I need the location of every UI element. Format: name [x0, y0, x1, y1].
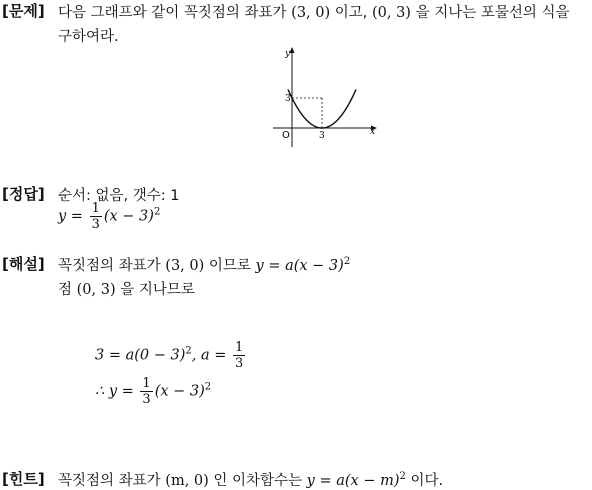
hint-text-1: 꼭짓점의 좌표가: [58, 473, 166, 489]
solution-eq1-fraction: [233, 341, 245, 370]
y-axis-label: y: [285, 49, 291, 59]
answer-line-1: 순서: 없음, 갯수: 1: [58, 188, 180, 204]
problem-point: (0, 3): [371, 5, 411, 21]
solution-eq2-left: ∴ y =: [95, 383, 139, 400]
answer-fraction: [90, 202, 102, 231]
solution-eq2-num: 1: [142, 376, 151, 391]
answer-frac-num: 1: [91, 201, 100, 216]
solution-l1-exp: 2: [343, 256, 351, 267]
solution-l2-text2: 을 지나므로: [115, 282, 195, 298]
y-tick-label: 3: [285, 94, 291, 104]
solution-eq1-num: 1: [234, 340, 244, 355]
problem-line-2: 구하여라.: [58, 29, 119, 45]
hint-form: y = a(x − m): [306, 473, 400, 489]
hint-text-2: 인 이차함수는: [208, 473, 307, 489]
answer-exp: 2: [153, 206, 161, 218]
solution-l1-vertex: (3, 0): [165, 258, 205, 274]
solution-eq1-exp: 2: [185, 345, 192, 357]
hint-tag: [힌트]: [2, 470, 45, 488]
solution-l2-text: 점: [58, 282, 77, 298]
solution-l1-text2: 이므로: [204, 258, 256, 274]
solution-line-2: [58, 278, 195, 299]
solution-l1-form: y = a(x − 3): [255, 258, 344, 274]
parabola-graph: [268, 46, 380, 148]
solution-eq2-fraction: [140, 377, 152, 406]
problem-line-1: [58, 1, 569, 22]
answer-tag: [정답]: [2, 185, 45, 203]
answer-frac-den: 3: [91, 217, 100, 232]
solution-eq-2: [95, 377, 211, 406]
problem-text-after: 을 지나는 포물선의 식을: [410, 5, 570, 21]
solution-tag: [해설]: [2, 255, 45, 273]
x-tick-label: 3: [319, 131, 325, 141]
solution-eq2-den: 3: [142, 392, 151, 407]
answer-expr: (x − 3): [103, 208, 154, 225]
hint-exp: 2: [399, 471, 406, 482]
hint-text-3: 이다.: [405, 473, 444, 489]
solution-l2-point: (0, 3): [76, 282, 116, 298]
problem-text-before: 다음 그래프와 같이 꼭짓점의 좌표가: [58, 5, 287, 21]
answer-y-eq: y =: [58, 208, 88, 225]
solution-eq2-expr: (x − 3): [154, 383, 205, 400]
solution-eq1-left: 3 = a(0 − 3): [95, 347, 186, 364]
hint-vertex: (m, 0): [165, 473, 209, 489]
problem-vertex: (3, 0): [291, 5, 331, 21]
solution-line-1: [58, 254, 350, 275]
answer-formula: [58, 202, 160, 231]
problem-tag: [문제]: [2, 2, 45, 20]
solution-eq1-den: 3: [234, 356, 244, 371]
solution-l1-text: 꼭짓점의 좌표가: [58, 258, 166, 274]
x-axis-label: x: [370, 127, 376, 137]
solution-eq-1: [95, 341, 247, 370]
origin-label: O: [282, 130, 290, 141]
solution-eq1-mid: , a =: [191, 347, 231, 364]
problem-text-mid: 이고,: [330, 5, 368, 21]
solution-eq2-exp: 2: [204, 381, 212, 393]
y-axis-arrow: [290, 47, 295, 53]
